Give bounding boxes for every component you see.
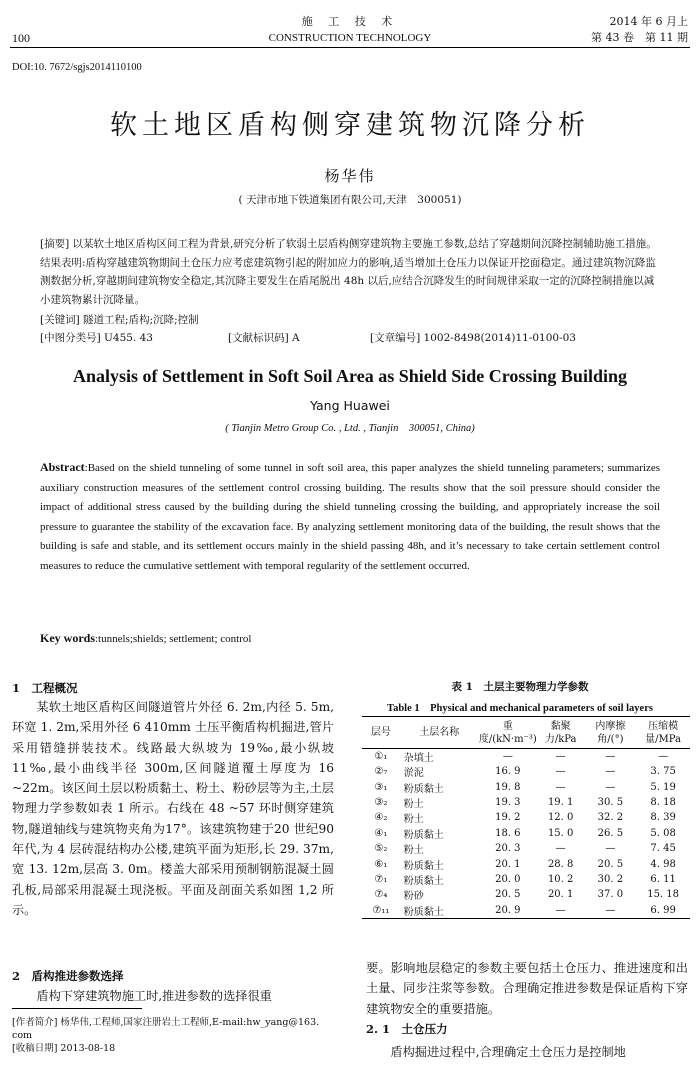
table-cell: 20. 1 <box>547 889 574 901</box>
journal-name-en: CONSTRUCTION TECHNOLOGY <box>268 32 432 44</box>
table-cell: 粉质黏土 <box>400 903 479 919</box>
table-cell: ⑥₁ <box>374 858 388 870</box>
table-cell: 26. 5 <box>597 827 624 839</box>
table-row <box>362 903 690 919</box>
table-header-row <box>362 717 690 749</box>
col-layer-no: 层号 <box>362 717 400 749</box>
abstract-en-text: :Based on the shield tunneling of some tunnel in soft soil area, this paper analyzes the shield tunneling parameters; summarizes auxiliary construction measures of the settlement control crossing building. The results show that the soil pressure should consider the impact of additional stress caused by the building during the shield tunneling crossing the building, and appropriately increase the soil pressure to guarantee the stability of the excavation face. By analyzing settlement monitoring data of the building, the result shows that the building is safe and stable, and its settlement occurs mainly in the shield passing 48h, and it’s necessary to take certain settlement control measures to reduce the cumulative settlement with temporal regularity of the settlement occurred. <box>40 462 660 572</box>
table-cell: 37. 0 <box>597 889 624 901</box>
table-cell: — <box>555 781 566 793</box>
table-cell: 19. 3 <box>495 796 521 808</box>
section-2-1-paragraph: 盾构掘进过程中,合理确定土仓压力是控制地 <box>390 1045 626 1059</box>
table-cell: 32. 2 <box>597 812 624 824</box>
table-cell: 8. 18 <box>650 796 676 808</box>
table-cell: ④₂ <box>374 812 388 824</box>
keywords-cn-label: [关键词] <box>40 314 80 326</box>
table-cell: 20. 3 <box>495 843 521 855</box>
abstract-cn-text: 以某软土地区盾构区间工程为背景,研究分析了软弱土层盾构侧穿建筑物主要施工参数,总结了穿越期间沉降控制辅助施工措施。结果表明:盾构穿越建筑物期间土仓压力应考虑建筑物引起的附加应力的影响,适当增加土仓压力以保证开挖面稳定。通过建筑物沉降监测数据分析,穿越期间建筑物安全稳定,其沉降主要发生在盾尾脱出 48h 以后,应结合沉降发生的时间规律采取一定的沉降控制措施以减小建筑物累计沉降量。 <box>40 238 657 306</box>
table-row <box>362 749 690 765</box>
table-cell: 30. 5 <box>597 796 624 808</box>
table-cell: 16. 9 <box>495 766 521 778</box>
table-cell: 杂填土 <box>403 753 434 764</box>
classification-row <box>40 329 660 347</box>
col-cohesion: 黏聚力/kPa <box>537 717 585 749</box>
abstract-cn-label: [摘要] <box>40 238 70 250</box>
table-cell: 19. 8 <box>495 781 521 793</box>
article-no-label: [文章编号] <box>370 332 421 344</box>
table-cell: 4. 98 <box>650 858 676 870</box>
table-cell: — <box>555 766 566 778</box>
footnotes <box>12 1016 334 1055</box>
table-cell: — <box>502 751 513 762</box>
article-no-value: 1002-8498(2014)11-0100-03 <box>423 332 576 344</box>
section-1-heading: 1 工程概况 <box>12 681 78 695</box>
table-cell: — <box>658 751 669 762</box>
table-cell: 粉土 <box>403 845 424 857</box>
table-cell: 粉土 <box>403 798 424 810</box>
keywords-en-text: :tunnels;shields; settlement; control <box>95 633 252 645</box>
col-soil-name: 土层名称 <box>400 717 479 749</box>
table-row <box>362 810 690 825</box>
table-cell: — <box>555 843 566 855</box>
affiliation-cn: ( 天津市地下铁道集团有限公司,天津 300051) <box>238 194 462 206</box>
table-row <box>362 826 690 841</box>
clc-number <box>40 329 153 348</box>
table-cell: 30. 2 <box>597 873 624 885</box>
doc-code-value: A <box>292 332 300 344</box>
section-2-1-heading: 2. 1 土仓压力 <box>366 1022 448 1036</box>
table-row <box>362 856 690 871</box>
document-code <box>228 329 300 348</box>
table-cell: 19. 2 <box>495 812 521 824</box>
section-1-body <box>12 697 334 920</box>
table-row <box>362 764 690 779</box>
doc-code-label: [文献标识码] <box>228 332 289 344</box>
clc-label: [中图分类号] <box>40 332 101 344</box>
table-cell: 20. 5 <box>597 858 624 870</box>
table-cell: — <box>605 843 616 855</box>
table-cell: 20. 9 <box>479 903 537 919</box>
table-cell: — <box>605 751 616 762</box>
keywords-cn-text: 隧道工程;盾构;沉降;控制 <box>83 314 199 326</box>
keywords-en <box>40 631 251 646</box>
table-cell: 20. 0 <box>495 873 521 885</box>
table-cell: 粉质黏土 <box>403 829 444 841</box>
table-cell: 10. 2 <box>547 873 574 885</box>
table-row <box>362 872 690 887</box>
abstract-en-label: Abstract <box>40 460 85 474</box>
table-cell: 粉砂 <box>403 891 424 903</box>
table-cell: 5. 19 <box>650 781 676 793</box>
table-caption-cn: 表 1 土层主要物理力学参数 <box>451 681 589 693</box>
table-cell: 6. 99 <box>636 903 690 919</box>
header-rule <box>10 47 690 48</box>
table-cell: ⑦₁ <box>374 873 388 885</box>
table-cell: 5. 08 <box>650 827 676 839</box>
issue-date: 2014 年 6 月上 <box>609 15 688 28</box>
table-cell: ③₂ <box>374 796 388 808</box>
table-cell: 粉土 <box>403 814 424 826</box>
table-cell: 12. 0 <box>547 812 574 824</box>
col-unit-weight: 重度/(kN·m⁻³) <box>479 717 537 749</box>
table-cell: ①₁ <box>374 751 388 762</box>
issue-volume: 第 43 卷 第 11 期 <box>591 31 688 44</box>
section-1-paragraph: 某软土地区盾构区间隧道管片外径 6. 2m,内径 5. 5m,环宽 1. 2m,采用外径 6 410mm 土压平衡盾构机掘进,管片采用错缝拼装技术。线路最大纵坡为 19‰,最小纵坡 11‰,最小曲线半径 300m,区间隧道覆土厚度为 16 ~22m。该区间土层以粉质黏土、粉土、粉砂层等为主,土层物理力学参数如表 1 所示。右线在 48 ~57 环时侧穿建筑物,隧道轴线与建筑物夹角为17°。该建筑物建于20 世纪90 年代,为 4 层砖混结构办公楼,建筑平面为矩形,长 29. 37m,宽 13. 12m,层高 3. 0m。楼盖大部采用预制钢筋混凝土圆孔板,局部采用混凝土现浇板。平面及剖面关系如图 1,2 所示。 <box>12 700 334 917</box>
keywords-cn <box>40 311 199 330</box>
received-date-note: [收稿日期] 2013-08-18 <box>12 1043 116 1054</box>
table-row <box>362 795 690 810</box>
journal-name-cn: 施 工 技 术 <box>301 15 399 28</box>
col-friction-angle: 内摩擦角/(°) <box>585 717 637 749</box>
table-cell: 20. 5 <box>495 889 521 901</box>
table-cell: 7. 45 <box>650 843 676 855</box>
paper-title-cn: 软土地区盾构侧穿建筑物沉降分析 <box>110 110 590 141</box>
paper-title-en: Analysis of Settlement in Soft Soil Area as Shield Side Crossing Building <box>73 366 627 386</box>
page-number: 100 <box>12 31 30 45</box>
table-row <box>362 841 690 856</box>
table-cell: ⑤₂ <box>374 843 388 855</box>
soil-parameters-table <box>362 716 690 919</box>
abstract-en <box>40 458 660 577</box>
table-cell: 8. 39 <box>650 812 676 824</box>
table-cell: 18. 6 <box>495 827 521 839</box>
table-cell: 3. 75 <box>650 766 676 778</box>
author-intro-note: [作者简介] 杨华伟,工程师,国家注册岩土工程师,E-mail:hw_yang@163. com <box>12 1017 320 1041</box>
table-cell: ②₇ <box>374 766 388 778</box>
table-row <box>362 779 690 794</box>
footnote-rule <box>12 1008 142 1009</box>
table-cell: 19. 1 <box>547 796 574 808</box>
table-cell: ③₁ <box>374 781 388 793</box>
section-2-continuation: 要。影响地层稳定的参数主要包括土仓压力、推进速度和出土量、同步注浆等参数。合理确定推进参数是保证盾构下穿建筑物安全的重要措施。 <box>366 961 688 1016</box>
article-number <box>370 329 576 348</box>
table-cell: 粉质黏土 <box>403 783 444 795</box>
table-cell: 15. 18 <box>647 889 680 901</box>
table-cell: 粉质黏土 <box>403 875 444 887</box>
table-cell: 淤泥 <box>403 768 424 780</box>
section-2-paragraph: 盾构下穿建筑物施工时,推进参数的选择很重 <box>36 989 272 1003</box>
table-cell: 6. 11 <box>650 873 676 885</box>
table-row <box>362 887 690 902</box>
author-cn: 杨华伟 <box>324 167 376 185</box>
table-cell: 20. 1 <box>495 858 521 870</box>
clc-value: U455. 43 <box>104 332 153 344</box>
col-compression-modulus: 压缩模量/MPa <box>636 717 690 749</box>
author-en: Yang Huawei <box>310 398 390 413</box>
affiliation-en: ( Tianjin Metro Group Co. , Ltd. , Tianjin 300051, China) <box>225 423 475 434</box>
table-cell: — <box>537 903 585 919</box>
keywords-en-label: Key words <box>40 631 95 645</box>
table-cell: ④₁ <box>374 827 388 839</box>
table-cell: ⑦₄ <box>374 889 388 901</box>
abstract-cn <box>40 235 660 309</box>
table-cell: 粉质黏土 <box>403 860 444 872</box>
table-cell: — <box>555 751 566 762</box>
issue-info <box>591 14 688 46</box>
table-cell: ⑦₁₁ <box>362 903 400 919</box>
section-2-heading: 2 盾构推进参数选择 <box>12 969 124 983</box>
table-cell: — <box>605 781 616 793</box>
table-cell: 28. 8 <box>547 858 574 870</box>
table-cell: — <box>605 766 616 778</box>
doi: DOI:10. 7672/sgjs2014110100 <box>12 62 142 73</box>
table-caption-en: Table 1 Physical and mechanical parameters of soil layers <box>387 703 653 714</box>
table-cell: — <box>585 903 637 919</box>
table-cell: 15. 0 <box>547 827 574 839</box>
